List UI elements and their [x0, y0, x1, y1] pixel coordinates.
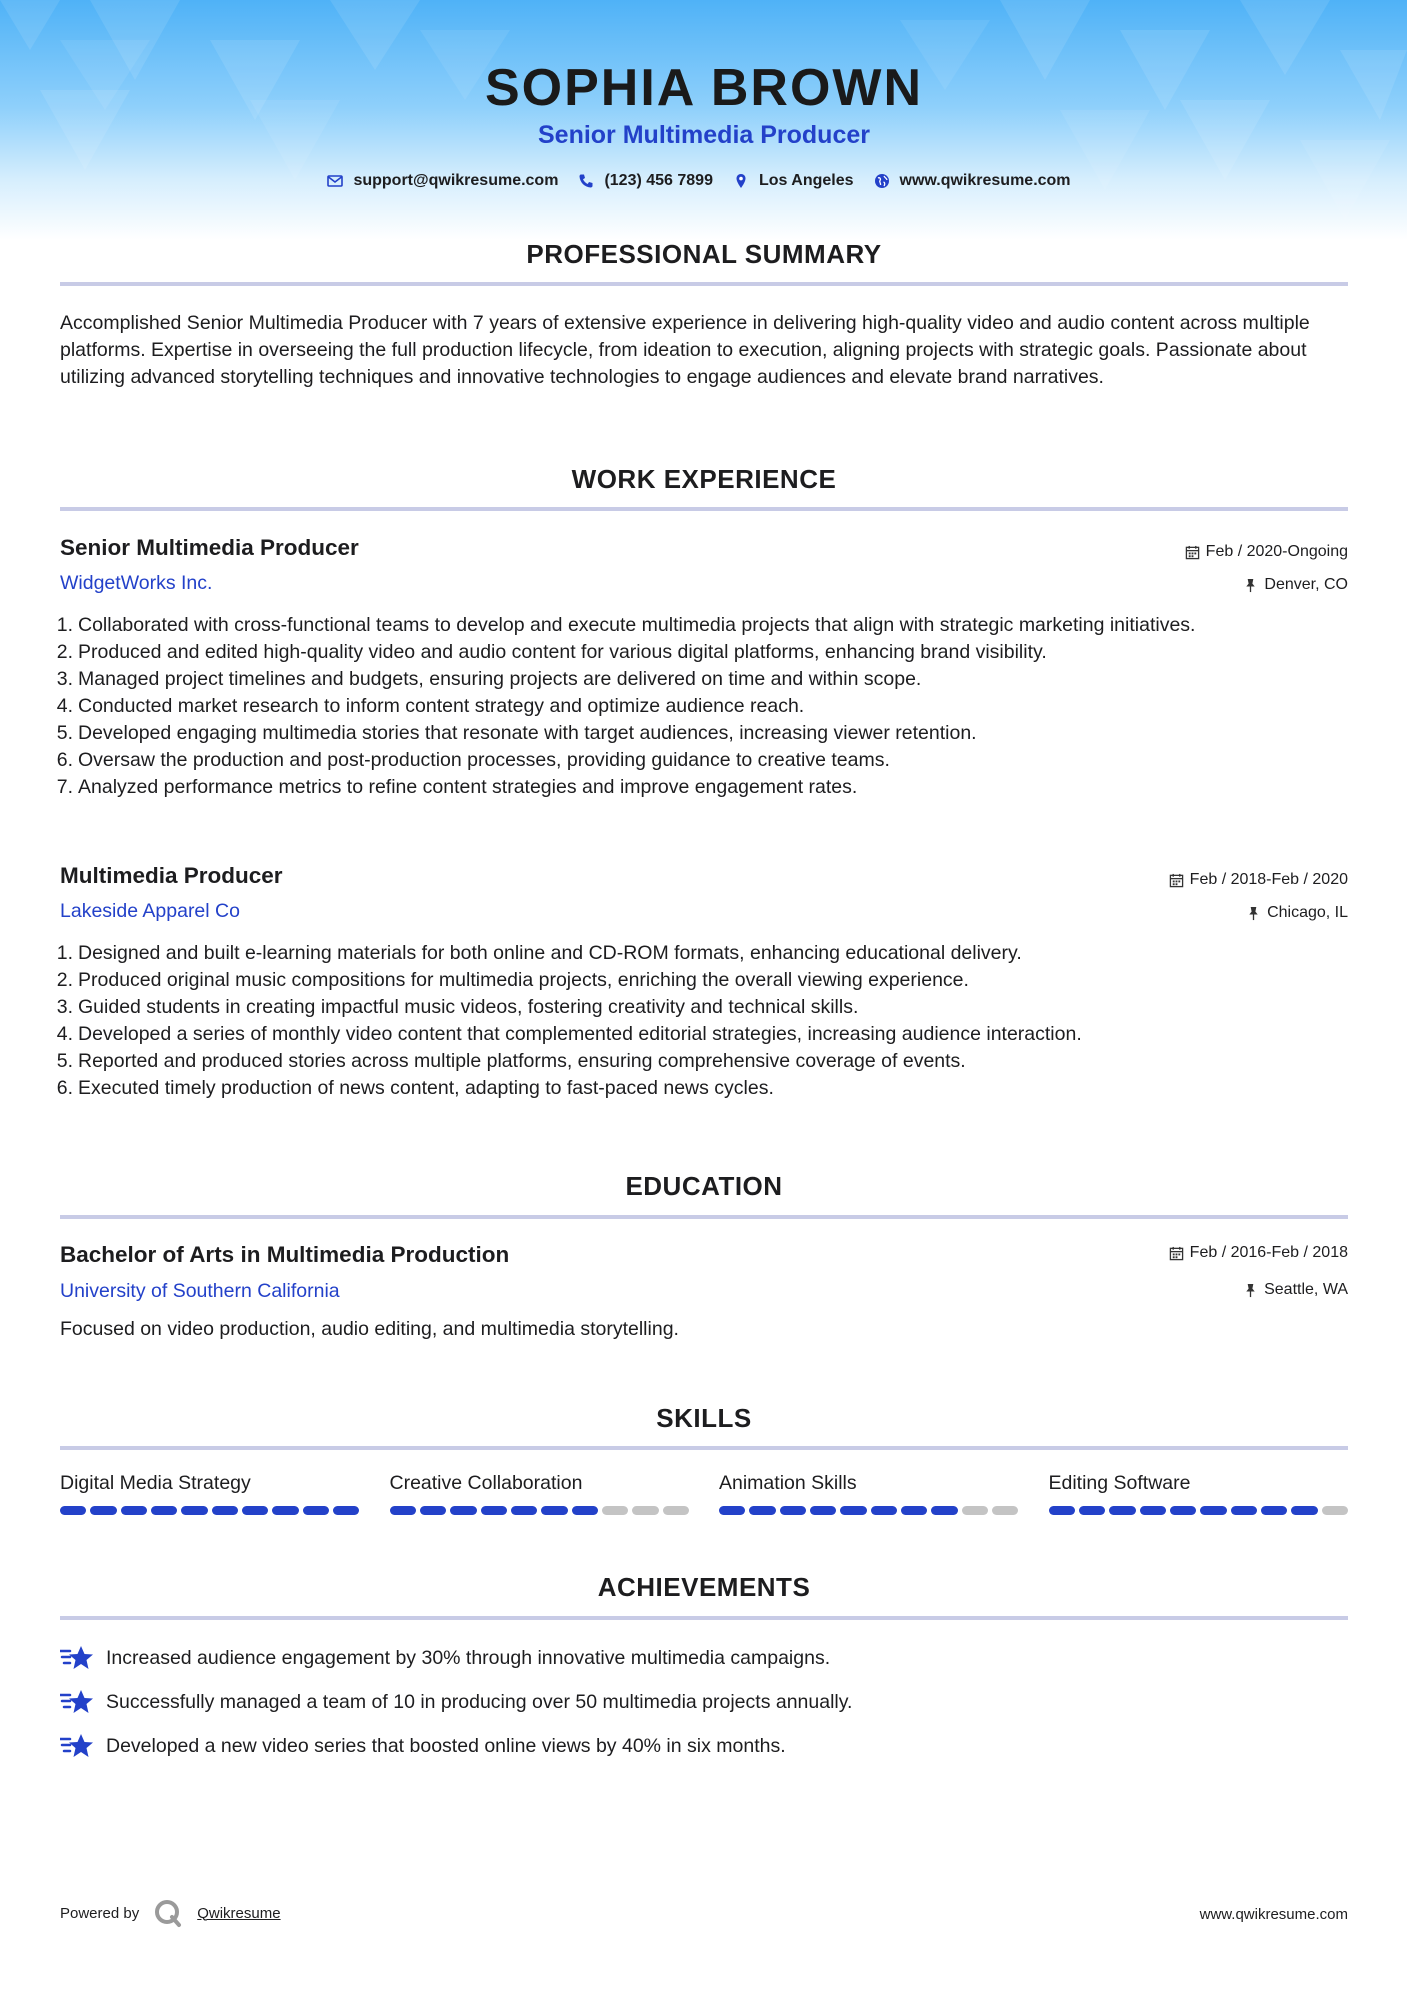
skill-rating-segment [303, 1506, 329, 1515]
calendar-icon [1185, 545, 1200, 560]
powered-by-label: Powered by [60, 1904, 140, 1922]
skill-rating-bar [390, 1506, 690, 1515]
list-item: 7. Analyzed performance metrics to refine content strategies and improve engagement rates. [56, 776, 858, 798]
skill-rating-segment [1049, 1506, 1075, 1515]
skill-rating-segment [90, 1506, 116, 1515]
candidate-name: SOPHIA BROWN [484, 59, 924, 117]
skill-rating-segment [420, 1506, 446, 1515]
education-location [1243, 1281, 1348, 1299]
contact-location [733, 172, 854, 190]
summary-heading: PROFESSIONAL SUMMARY [526, 239, 882, 269]
skill-rating-segment [572, 1506, 598, 1515]
star-icon [60, 1644, 94, 1672]
job-title: Senior Multimedia Producer [60, 535, 359, 560]
job-title: Multimedia Producer [60, 863, 283, 888]
skills-heading: SKILLS [656, 1403, 752, 1433]
header-background [0, 0, 1407, 240]
skill-rating-segment [840, 1506, 866, 1515]
education-dates-text: Feb / 2016-Feb / 2018 [1189, 1244, 1348, 1261]
footer-powered-by [60, 1898, 281, 1928]
pushpin-icon [1243, 578, 1258, 593]
skill-rating-segment [931, 1506, 957, 1515]
list-item: 1. Collaborated with cross-functional teams to develop and execute multimedia projects that align with strategic marketing initiatives. [56, 614, 1196, 636]
phone-icon [578, 173, 594, 189]
contact-location-text: Los Angeles [758, 172, 854, 189]
skills-grid [60, 1472, 1348, 1515]
list-item: 5. Reported and produced stories across multiple platforms, ensuring comprehensive coverage of events. [56, 1050, 966, 1072]
skill-rating-segment [481, 1506, 507, 1515]
skill-rating-segment [1200, 1506, 1226, 1515]
list-item: 2. Produced original music compositions for multimedia projects, enriching the overall viewing experience. [56, 969, 969, 991]
brand-link[interactable]: Qwikresume [197, 1904, 281, 1922]
job-dates [1185, 543, 1348, 561]
job-location [1243, 576, 1348, 594]
skill-rating-segment [1170, 1506, 1196, 1515]
section-divider [60, 507, 1348, 511]
skill-rating-bar [1049, 1506, 1349, 1515]
map-pin-icon [733, 173, 749, 189]
section-divider [60, 1616, 1348, 1620]
achievement-text: Successfully managed a team of 10 in producing over 50 multimedia projects annually. [106, 1690, 853, 1713]
achievements-heading: ACHIEVEMENTS [597, 1572, 811, 1602]
skill-rating-segment [151, 1506, 177, 1515]
skill-rating-segment [450, 1506, 476, 1515]
skill-rating-segment [810, 1506, 836, 1515]
skill-name: Animation Skills [719, 1472, 857, 1494]
skill-rating-segment [1079, 1506, 1105, 1515]
envelope-icon [327, 173, 343, 189]
list-item [60, 1680, 1348, 1724]
globe-icon [874, 173, 890, 189]
list-item: 6. Oversaw the production and post-production processes, providing guidance to creative teams. [56, 749, 890, 771]
skill-rating-segment [60, 1506, 86, 1515]
skill-item [1049, 1472, 1349, 1515]
skill-rating-segment [663, 1506, 689, 1515]
pushpin-icon [1246, 906, 1261, 921]
skill-rating-segment [181, 1506, 207, 1515]
skill-rating-segment [1322, 1506, 1348, 1515]
skill-rating-segment [333, 1506, 359, 1515]
section-divider [60, 1446, 1348, 1450]
skill-name: Creative Collaboration [389, 1472, 583, 1494]
summary-text: Accomplished Senior Multimedia Producer with 7 years of extensive experience in delivering high-quality video and audio content across multiple platforms. Expertise in overseeing the full production lifecycle, from ideation to execution, aligning projects with strategic goals. Passionate about utilizing advanced storytelling techniques and innovative technologies to engage audiences and elevate brand narratives. [60, 312, 1310, 388]
company-name: WidgetWorks Inc. [60, 572, 213, 594]
skill-rating-segment [1140, 1506, 1166, 1515]
pushpin-icon [1243, 1283, 1258, 1298]
calendar-icon [1169, 1246, 1184, 1261]
calendar-icon [1169, 873, 1184, 888]
education-heading: EDUCATION [625, 1171, 783, 1201]
education-dates [1169, 1244, 1348, 1262]
skill-rating-segment [511, 1506, 537, 1515]
contact-phone[interactable] [578, 172, 713, 190]
skill-rating-bar [719, 1506, 1019, 1515]
list-item: 4. Developed a series of monthly video content that complemented editorial strategies, increasing audience interaction. [56, 1023, 1082, 1045]
list-item: 3. Guided students in creating impactful music videos, fostering creativity and technical skills. [56, 996, 859, 1018]
section-divider [60, 1215, 1348, 1219]
skill-name: Digital Media Strategy [60, 1472, 251, 1494]
list-item: 6. Executed timely production of news content, adapting to fast-paced news cycles. [56, 1077, 774, 1099]
skill-item [60, 1472, 360, 1515]
achievement-text: Increased audience engagement by 30% through innovative multimedia campaigns. [106, 1646, 831, 1669]
skill-item [719, 1472, 1019, 1515]
list-item [60, 1636, 1348, 1680]
job-location-text: Denver, CO [1264, 576, 1348, 593]
job-dates-text: Feb / 2018-Feb / 2020 [1189, 871, 1348, 888]
achievements-list [60, 1636, 1348, 1768]
degree-title: Bachelor of Arts in Multimedia Production [60, 1242, 510, 1267]
skill-rating-segment [780, 1506, 806, 1515]
qwikresume-logo-icon [153, 1898, 183, 1928]
job-location-text: Chicago, IL [1267, 904, 1348, 921]
skill-rating-segment [1109, 1506, 1135, 1515]
list-item: 2. Produced and edited high-quality video and audio content for various digital platforms, enhancing brand visibility. [56, 641, 1047, 663]
skill-rating-segment [121, 1506, 147, 1515]
list-item: 3. Managed project timelines and budgets, ensuring projects are delivered on time and within scope. [56, 668, 922, 690]
skill-rating-bar [60, 1506, 360, 1515]
skill-rating-segment [962, 1506, 988, 1515]
contact-bar [60, 172, 1348, 190]
skill-rating-segment [272, 1506, 298, 1515]
skill-rating-segment [632, 1506, 658, 1515]
skill-rating-segment [719, 1506, 745, 1515]
education-description: Focused on video production, audio editing, and multimedia storytelling. [60, 1318, 679, 1340]
footer-website[interactable]: www.qwikresume.com [1199, 1906, 1348, 1923]
skill-rating-segment [242, 1506, 268, 1515]
job-location [1246, 904, 1348, 922]
contact-email-text: support@qwikresume.com [353, 172, 559, 189]
candidate-role: Senior Multimedia Producer [537, 121, 870, 149]
job-bullets [56, 612, 1348, 801]
contact-phone-text: (123) 456 7899 [604, 172, 713, 189]
list-item: 4. Conducted market research to inform content strategy and optimize audience reach. [56, 695, 805, 717]
skill-name: Editing Software [1048, 1472, 1191, 1494]
company-name: Lakeside Apparel Co [60, 900, 240, 922]
star-icon [60, 1732, 94, 1760]
job-dates [1169, 871, 1348, 889]
education-location-text: Seattle, WA [1264, 1281, 1348, 1298]
achievement-text: Developed a new video series that boosted online views by 40% in six months. [106, 1734, 786, 1757]
list-item: 1. Designed and built e-learning materials for both online and CD-ROM formats, enhancing educational delivery. [56, 942, 1022, 964]
contact-website[interactable] [874, 172, 1071, 190]
skill-rating-segment [901, 1506, 927, 1515]
triangle-pattern [0, 0, 1407, 240]
list-item: 5. Developed engaging multimedia stories that resonate with target audiences, increasing viewer retention. [56, 722, 977, 744]
skill-item [390, 1472, 690, 1515]
skill-rating-segment [602, 1506, 628, 1515]
skill-rating-segment [541, 1506, 567, 1515]
job-dates-text: Feb / 2020-Ongoing [1205, 543, 1348, 560]
section-divider [60, 282, 1348, 286]
skill-rating-segment [1291, 1506, 1317, 1515]
skill-rating-segment [871, 1506, 897, 1515]
contact-website-text: www.qwikresume.com [899, 172, 1071, 189]
skill-rating-segment [212, 1506, 238, 1515]
skill-rating-segment [1261, 1506, 1287, 1515]
job-bullets [56, 940, 1348, 1102]
skill-rating-segment [390, 1506, 416, 1515]
experience-heading: WORK EXPERIENCE [571, 464, 837, 494]
skill-rating-segment [749, 1506, 775, 1515]
star-icon [60, 1688, 94, 1716]
skill-rating-segment [992, 1506, 1018, 1515]
list-item [60, 1724, 1348, 1768]
school-name: University of Southern California [60, 1280, 340, 1302]
skill-rating-segment [1231, 1506, 1257, 1515]
contact-email[interactable] [327, 172, 558, 190]
